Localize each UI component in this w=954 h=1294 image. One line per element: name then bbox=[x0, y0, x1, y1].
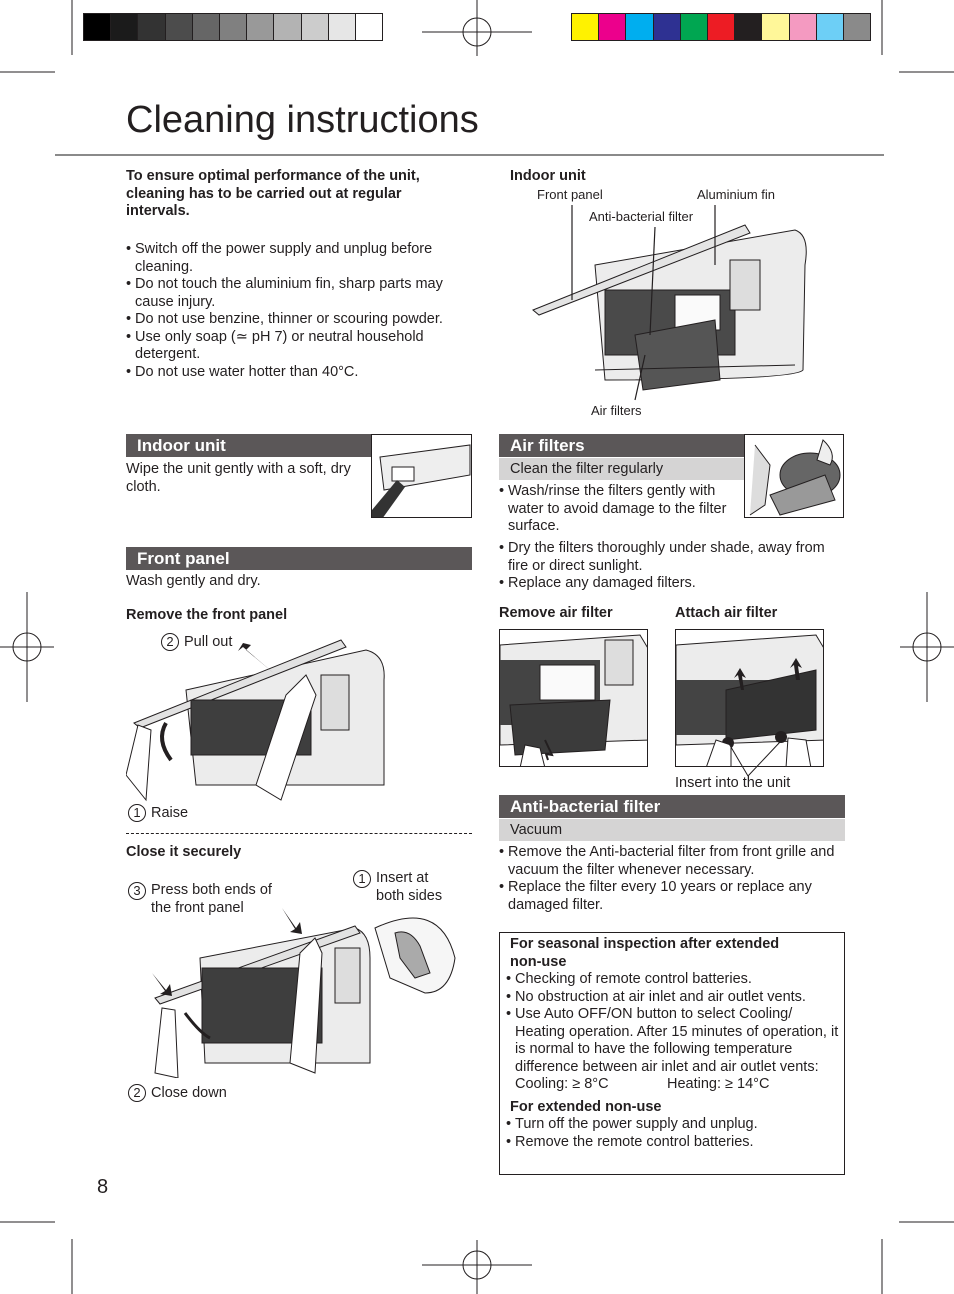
intro-bullet: • Do not use water hotter than 40°C. bbox=[126, 364, 471, 382]
diagram-label-front-panel: Front panel bbox=[537, 187, 603, 202]
seasonal-bullet: • No obstruction at air inlet and air outlet vents. bbox=[506, 989, 839, 1007]
anti-bacterial-bullet: • Remove the Anti-bacterial filter from front grille and vacuum the filter whenever necessary. bbox=[499, 844, 845, 879]
filter-wash-illustration bbox=[744, 434, 844, 518]
close-step-2-number: 2 bbox=[128, 1084, 146, 1102]
title-rule bbox=[55, 154, 884, 156]
diagram-label-aluminium-fin: Aluminium fin bbox=[697, 187, 776, 202]
indoor-unit-text: Wipe the unit gently with a soft, dry cloth. bbox=[126, 461, 351, 495]
seasonal-bullet: • Checking of remote control batteries. bbox=[506, 971, 839, 989]
front-panel-text: Wash gently and dry. bbox=[126, 573, 261, 589]
anti-bacterial-subtitle: Vacuum bbox=[499, 819, 845, 841]
temperature-row bbox=[506, 1076, 839, 1094]
close-securely-heading: Close it securely bbox=[126, 844, 242, 860]
extended-bullets bbox=[506, 1116, 839, 1151]
close-down-label bbox=[128, 1084, 227, 1102]
intro-bullet: • Do not use benzine, thinner or scouring powder. bbox=[126, 311, 471, 329]
air-filters-bar: Air filters bbox=[499, 434, 744, 457]
anti-bacterial-bar: Anti-bacterial filter bbox=[499, 795, 845, 818]
anti-bacterial-bullets bbox=[499, 844, 845, 914]
extended-heading: For extended non-use bbox=[510, 1098, 662, 1115]
front-panel-bar: Front panel bbox=[126, 547, 472, 570]
air-filter-bullet: • Dry the filters thoroughly under shade, away from fire or direct sunlight. bbox=[499, 540, 839, 575]
intro-bullet: • Switch off the power supply and unplug before cleaning. bbox=[126, 241, 471, 276]
diagram-label-anti-bacterial: Anti-bacterial filter bbox=[589, 209, 694, 224]
wipe-illustration bbox=[371, 434, 472, 518]
air-filter-bullet: • Wash/rinse the filters gently with water to avoid damage to the filter surface. bbox=[499, 483, 739, 536]
pull-out-text: Pull out bbox=[184, 633, 233, 650]
seasonal-inspection-box bbox=[499, 932, 845, 1175]
remove-air-filter-illustration bbox=[499, 629, 648, 767]
remove-front-panel-illustration bbox=[126, 635, 396, 805]
step-3-number: 3 bbox=[128, 882, 146, 900]
cooling-value: Cooling: ≥ 8°C bbox=[515, 1076, 609, 1092]
intro-heading: To ensure optimal performance of the unit, cleaning has to be carried out at regular intervals. bbox=[126, 168, 420, 219]
air-filters-bullets-1 bbox=[499, 483, 739, 536]
insert-both-sides-text: Insert at both sides bbox=[376, 870, 443, 904]
raise-label bbox=[128, 804, 188, 822]
dashed-divider bbox=[126, 833, 472, 834]
attach-air-filter-heading: Attach air filter bbox=[675, 605, 778, 621]
extended-bullet: • Turn off the power supply and unplug. bbox=[506, 1116, 839, 1134]
close-down-text: Close down bbox=[151, 1084, 227, 1101]
air-filters-bullets-2 bbox=[499, 540, 839, 593]
insert-into-unit-label: Insert into the unit bbox=[675, 775, 791, 791]
diagram-title: Indoor unit bbox=[510, 168, 586, 184]
heating-value: Heating: ≥ 14°C bbox=[667, 1076, 770, 1092]
step-1-number: 1 bbox=[128, 804, 146, 822]
indoor-unit-diagram bbox=[525, 205, 815, 405]
step-2-number: 2 bbox=[161, 633, 179, 651]
page-title: Cleaning instructions bbox=[126, 99, 479, 141]
seasonal-bullets bbox=[506, 971, 839, 1076]
raise-text: Raise bbox=[151, 804, 189, 821]
remove-front-panel-heading: Remove the front panel bbox=[126, 607, 288, 623]
anti-bacterial-bullet: • Replace the filter every 10 years or replace any damaged filter. bbox=[499, 879, 845, 914]
seasonal-bullet: • Use Auto OFF/ON button to select Cooling/ Heating operation. After 15 minutes of operation, it is normal to have the following temperature difference between air inlet and air outlet vents: bbox=[506, 1006, 839, 1076]
diagram-label-air-filters: Air filters bbox=[591, 403, 642, 418]
remove-air-filter-heading: Remove air filter bbox=[499, 605, 613, 621]
intro-bullets bbox=[126, 241, 471, 381]
air-filters-subtitle: Clean the filter regularly bbox=[499, 458, 744, 480]
close-front-panel-illustration bbox=[140, 898, 465, 1078]
insert-pointer-lines bbox=[720, 740, 790, 780]
indoor-unit-bar: Indoor unit bbox=[126, 434, 371, 457]
intro-bullet: • Use only soap (≃ pH 7) or neutral household detergent. bbox=[126, 329, 471, 364]
page-number: 8 bbox=[97, 1176, 109, 1198]
intro-bullet: • Do not touch the aluminium fin, sharp parts may cause injury. bbox=[126, 276, 471, 311]
extended-bullet: • Remove the remote control batteries. bbox=[506, 1134, 839, 1152]
seasonal-heading: For seasonal inspection after extended non-use bbox=[510, 936, 780, 970]
press-both-ends-text: Press both ends of the front panel bbox=[151, 882, 272, 916]
air-filter-bullet: • Replace any damaged filters. bbox=[499, 575, 839, 593]
insert-step-1-number: 1 bbox=[353, 870, 371, 888]
